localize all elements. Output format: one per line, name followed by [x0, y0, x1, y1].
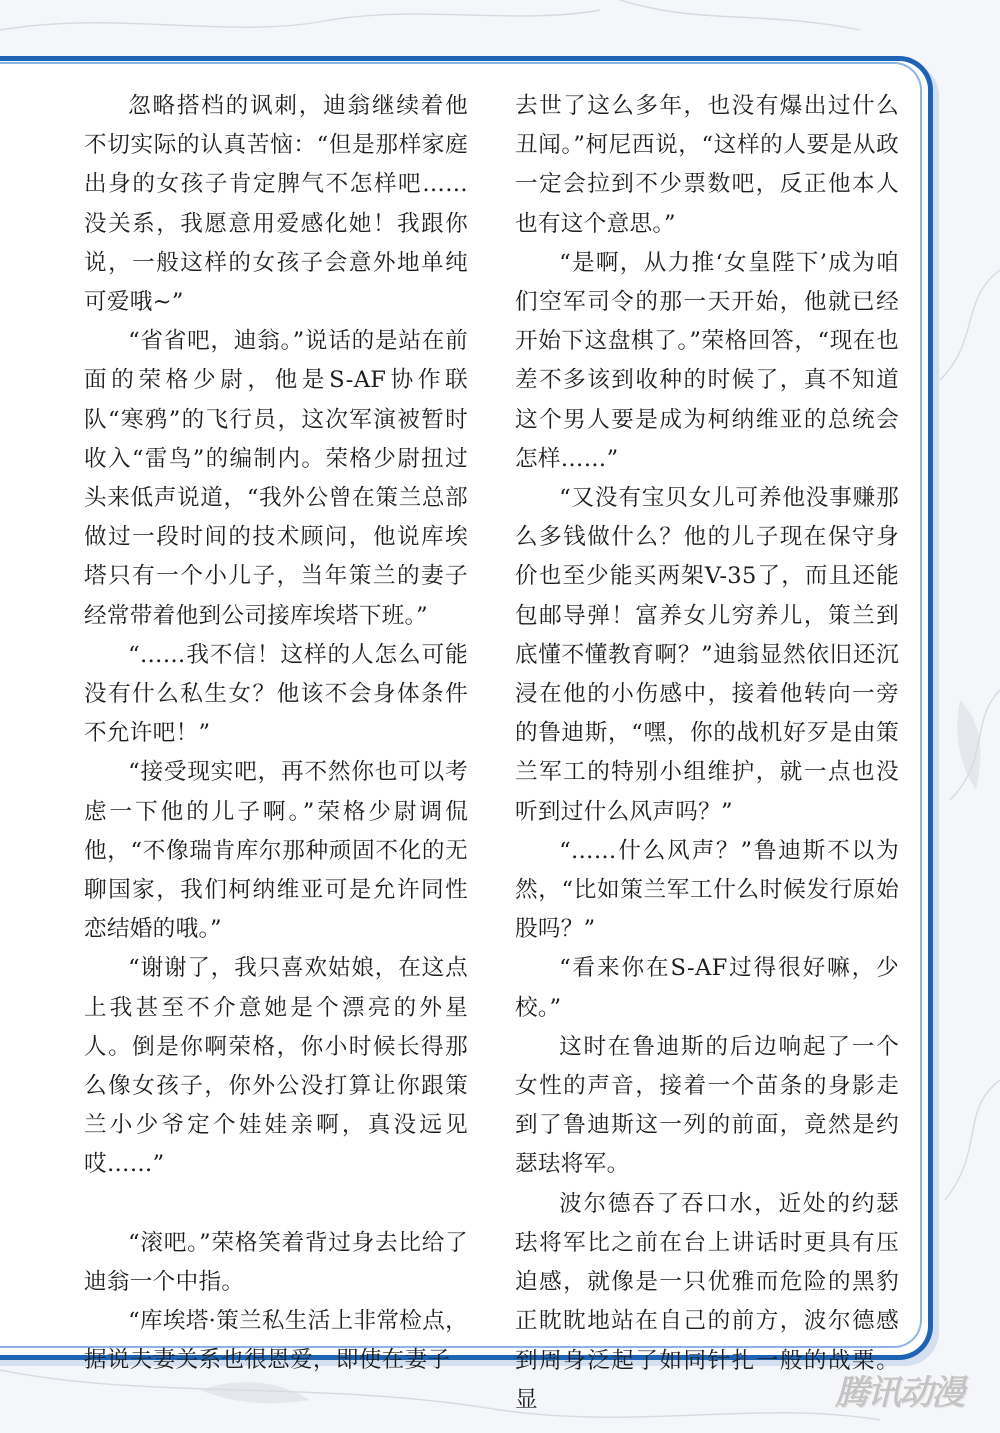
paragraph: “谢谢了，我只喜欢姑娘，在这点上我甚至不介意她是个漂亮的外星人。倒是你啊荣格，你小时候长得那么像女孩子，你外公没打算让你跟策兰小少爷定个娃娃亲啊，真没远见哎……” [84, 955, 468, 1178]
paragraph: “又没有宝贝女儿可养他没事赚那么多钱做什么？他的儿子现在保守身价也至少能买两架V-35了，而且还能包邮导弹！富养女儿穷养儿，策兰到底懂不懂教育啊？”迪翁显然依旧还沉浸在他的小伤感中，接着他转向一旁的鲁迪斯，“嘿，你的战机好歹是由策兰军工的特别小组维护，就一点也没听到过什么风声吗？” [515, 485, 899, 825]
paragraph: 波尔德吞了吞口水，近处的约瑟珐将军比之前在台上讲话时更具有压迫感，就像是一只优雅而危险的黑豹正眈眈地站在自己的前方，波尔德感到周身泛起了如同针扎一般的战栗。显 [515, 1190, 899, 1413]
paragraph: “是啊，从力推‘女皇陛下’成为咱们空军司令的那一天开始，他就已经开始下这盘棋了。”荣格回答，“现在也差不多该到收种的时候了，真不知道这个男人要是成为柯纳维亚的总统会怎样……” [515, 249, 899, 472]
paragraph: 去世了这么多年，也没有爆出过什么丑闻。”柯尼西说，“这样的人要是从政一定会拉到不少票数吧，反正他本人也有这个意思。” [515, 93, 899, 237]
paragraph: “……我不信！这样的人怎么可能没有什么私生女？他该不会身体条件不允许吧！” [84, 641, 468, 747]
watermark-logo: 腾讯动漫 [835, 1372, 963, 1413]
right-text-column [515, 87, 899, 1420]
paragraph: “……什么风声？”鲁迪斯不以为然，“比如策兰军工什么时候发行原始股吗？” [515, 837, 899, 943]
paragraph: “库埃塔·策兰私生活上非常检点，据说夫妻关系也很恩爱，即使在妻子 [84, 1308, 468, 1374]
paragraph: “滚吧。”荣格笑着背过身去比给了迪翁一个中指。 [84, 1229, 468, 1295]
paragraph: 这时在鲁迪斯的后边响起了一个女性的声音，接着一个苗条的身影走到了鲁迪斯这一列的前面，竟然是约瑟珐将军。 [515, 1033, 899, 1178]
paragraph: “看来你在S-AF过得很好嘛，少校。” [515, 955, 899, 1021]
paragraph: “接受现实吧，再不然你也可以考虑一下他的儿子啊。”荣格少尉调侃他，“不像瑞肯库尔那种顽固不化的无聊国家，我们柯纳维亚可是允许同性恋结婚的哦。” [84, 759, 468, 943]
left-text-column [84, 87, 468, 1381]
paragraph: “省省吧，迪翁。”说话的是站在前面的荣格少尉，他是S-AF协作联队“寒鸦”的飞行员，这次军演被暂时收入“雷鸟”的编制内。荣格少尉扭过头来低声说道，“我外公曾在策兰总部做过一段时间的技术顾问，他说库埃塔只有一个小儿子，当年策兰的妻子经常带着他到公司接库埃塔下班。” [84, 328, 468, 629]
paragraph: 忽略搭档的讽刺，迪翁继续着他不切实际的认真苦恼：“但是那样家庭出身的女孩子肯定脾气不怎样吧……没关系，我愿意用爱感化她！我跟你说，一般这样的女孩子会意外地单纯可爱哦~” [84, 93, 468, 316]
